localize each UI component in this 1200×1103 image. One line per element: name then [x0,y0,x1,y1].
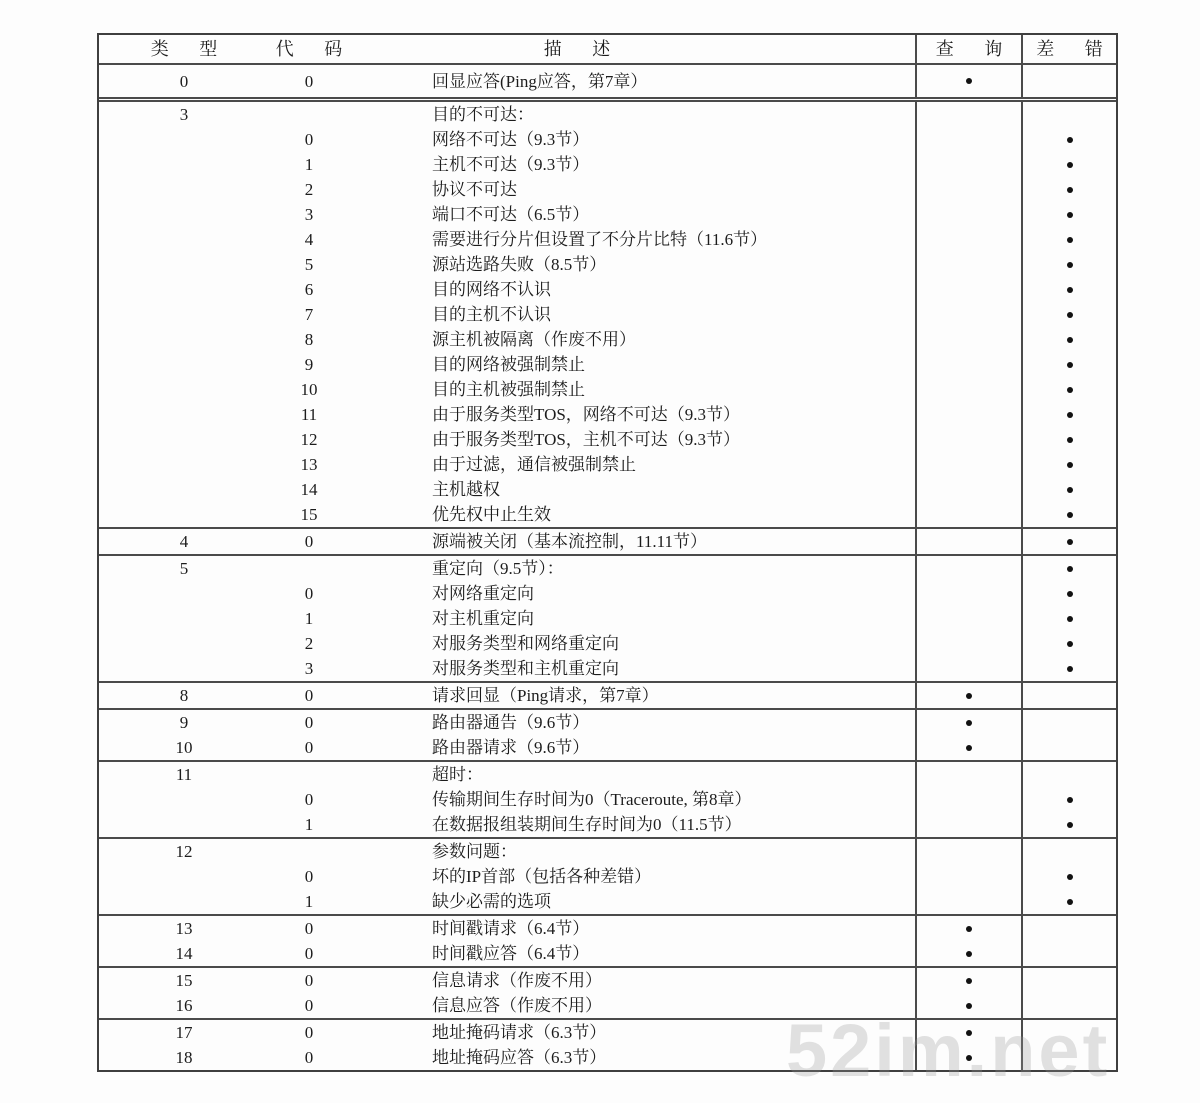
code-cell: 0 [304,713,314,732]
type-cell: 12 [175,842,193,861]
query-mark-cell [915,864,1021,889]
error-dot [1067,616,1073,622]
description-cell: 源站选路失败（8.5节） [432,255,607,274]
query-mark-cell [915,993,1021,1018]
type-cell: 8 [179,686,189,705]
table-group [99,1018,1116,1070]
table-row [99,864,1116,889]
description-cell: 路由器请求（9.6节） [432,738,590,757]
table-group [99,914,1116,966]
table-row [99,529,1116,554]
query-mark-cell [915,152,1021,177]
error-dot [1067,874,1073,880]
query-mark-cell [915,762,1021,787]
table-row [99,812,1116,837]
description-cell: 优先权中止生效 [432,505,551,524]
error-mark-cell [1021,227,1116,252]
query-mark-cell [915,377,1021,402]
code-cell: 13 [300,455,318,474]
table-row [99,710,1116,735]
error-mark-cell [1021,427,1116,452]
description-cell: 超时： [432,765,483,784]
error-mark-cell [1021,787,1116,812]
error-mark-cell [1021,529,1116,554]
description-cell: 传输期间生存时间为0（Traceroute, 第8章） [432,790,752,809]
table-row [99,762,1116,787]
error-mark-cell [1021,477,1116,502]
table-row [99,377,1116,402]
type-cell: 3 [179,105,189,124]
column-header-query: 查 询 [915,35,1021,63]
code-cell: 2 [304,180,314,199]
table-row [99,427,1116,452]
error-mark-cell [1021,502,1116,527]
query-mark-cell [915,127,1021,152]
table-row [99,1045,1116,1070]
error-mark-cell [1021,177,1116,202]
query-dot [966,78,972,84]
error-dot [1067,412,1073,418]
query-dot [966,720,972,726]
query-mark-cell [915,606,1021,631]
query-mark-cell [915,710,1021,735]
type-cell: 15 [175,971,193,990]
error-mark-cell [1021,581,1116,606]
table-group [99,966,1116,1018]
table-row [99,252,1116,277]
description-cell: 端口不可达（6.5节） [432,205,590,224]
type-cell: 11 [175,765,193,784]
description-cell: 请求回显（Ping请求，第7章） [432,686,659,705]
table-group [99,554,1116,681]
table-row [99,735,1116,760]
table-row [99,152,1116,177]
table-row [99,556,1116,581]
query-mark-cell [915,402,1021,427]
type-cell: 4 [179,532,189,551]
error-mark-cell [1021,941,1116,966]
error-dot [1067,822,1073,828]
error-mark-cell [1021,252,1116,277]
description-cell: 由于过滤，通信被强制禁止 [432,455,636,474]
type-cell: 13 [175,919,193,938]
description-cell: 对网络重定向 [432,584,534,603]
code-cell: 4 [304,230,314,249]
description-cell: 对服务类型和网络重定向 [432,634,619,653]
error-mark-cell [1021,127,1116,152]
error-mark-cell [1021,202,1116,227]
error-dot [1067,666,1073,672]
error-dot [1067,187,1073,193]
error-dot [1067,591,1073,597]
description-cell: 主机不可达（9.3节） [432,155,590,174]
query-mark-cell [915,812,1021,837]
query-dot [966,745,972,751]
table-group [99,97,1116,527]
table-row [99,327,1116,352]
code-cell: 0 [304,790,314,809]
query-dot [966,1030,972,1036]
table-group [99,63,1116,97]
type-cell: 17 [175,1023,193,1042]
query-mark-cell [915,735,1021,760]
error-mark-cell [1021,377,1116,402]
table-row [99,656,1116,681]
error-dot [1067,487,1073,493]
table-row [99,889,1116,914]
description-cell: 坏的IP首部（包括各种差错） [432,867,652,886]
code-cell: 0 [304,686,314,705]
error-dot [1067,899,1073,905]
query-mark-cell [915,556,1021,581]
watermark: 52im.net [786,1009,1111,1092]
error-mark-cell [1021,812,1116,837]
error-mark-cell [1021,710,1116,735]
description-cell: 源端被关闭（基本流控制，11.11节） [432,532,707,551]
code-cell: 15 [300,505,318,524]
query-mark-cell [915,889,1021,914]
error-mark-cell [1021,65,1116,97]
error-dot [1067,641,1073,647]
error-mark-cell [1021,968,1116,993]
error-dot [1067,212,1073,218]
description-cell: 对服务类型和主机重定向 [432,659,619,678]
query-mark-cell [915,302,1021,327]
query-mark-cell [915,1045,1021,1070]
code-cell: 0 [304,584,314,603]
query-mark-cell [915,477,1021,502]
code-cell: 3 [304,205,314,224]
error-dot [1067,287,1073,293]
column-header-error: 差 错 [1021,35,1116,63]
code-cell: 10 [300,380,318,399]
query-dot [966,693,972,699]
code-cell: 5 [304,255,314,274]
query-mark-cell [915,227,1021,252]
query-mark-cell [915,252,1021,277]
description-cell: 回显应答(Ping应答，第7章） [432,71,648,91]
query-mark-cell [915,839,1021,864]
error-dot [1067,462,1073,468]
code-cell: 0 [304,71,314,91]
description-cell: 需要进行分片但设置了不分片比特（11.6节） [432,230,768,249]
error-mark-cell [1021,631,1116,656]
query-mark-cell [915,327,1021,352]
table-group [99,681,1116,708]
description-cell: 由于服务类型TOS，主机不可达（9.3节） [432,430,741,449]
table-row [99,477,1116,502]
query-mark-cell [915,787,1021,812]
description-cell: 目的网络不认识 [432,280,551,299]
error-dot [1067,137,1073,143]
query-mark-cell [915,1020,1021,1045]
table-row [99,916,1116,941]
code-cell: 14 [300,480,318,499]
description-cell: 信息请求（作废不用） [432,971,602,990]
query-mark-cell [915,968,1021,993]
description-cell: 信息应答（作废不用） [432,996,602,1015]
table-row [99,968,1116,993]
error-mark-cell [1021,102,1116,127]
description-cell: 时间戳应答（6.4节） [432,944,590,963]
error-dot [1067,539,1073,545]
error-mark-cell [1021,916,1116,941]
error-mark-cell [1021,839,1116,864]
query-dot [966,1003,972,1009]
table-row [99,1020,1116,1045]
error-dot [1067,162,1073,168]
table-row [99,277,1116,302]
error-mark-cell [1021,327,1116,352]
table-row [99,606,1116,631]
description-cell: 网络不可达（9.3节） [432,130,590,149]
error-mark-cell [1021,277,1116,302]
query-mark-cell [915,102,1021,127]
error-mark-cell [1021,683,1116,708]
error-mark-cell [1021,152,1116,177]
description-cell: 缺少必需的选项 [432,892,551,911]
query-mark-cell [915,916,1021,941]
error-dot [1067,797,1073,803]
description-cell: 在数据报组装期间生存时间为0（11.5节） [432,815,742,834]
query-mark-cell [915,452,1021,477]
error-mark-cell [1021,606,1116,631]
code-cell: 0 [304,944,314,963]
error-mark-cell [1021,1045,1116,1070]
code-cell: 8 [304,330,314,349]
table-row [99,352,1116,377]
code-cell: 9 [304,355,314,374]
table-group [99,527,1116,554]
error-mark-cell [1021,352,1116,377]
table-row [99,65,1116,97]
code-cell: 7 [304,305,314,324]
query-mark-cell [915,277,1021,302]
code-cell: 0 [304,919,314,938]
error-dot [1067,262,1073,268]
query-mark-cell [915,683,1021,708]
query-mark-cell [915,177,1021,202]
error-dot [1067,362,1073,368]
table-row [99,787,1116,812]
description-cell: 时间戳请求（6.4节） [432,919,590,938]
query-mark-cell [915,631,1021,656]
error-mark-cell [1021,302,1116,327]
code-cell: 0 [304,532,314,551]
description-cell: 协议不可达 [432,180,517,199]
description-cell: 主机越权 [432,480,500,499]
code-cell: 0 [304,996,314,1015]
code-cell: 2 [304,634,314,653]
description-cell: 重定向（9.5节）： [432,559,564,578]
error-mark-cell [1021,452,1116,477]
code-cell: 0 [304,738,314,757]
query-dot [966,1055,972,1061]
error-dot [1067,437,1073,443]
query-mark-cell [915,202,1021,227]
description-cell: 路由器通告（9.6节） [432,713,590,732]
query-mark-cell [915,65,1021,97]
table-row [99,993,1116,1018]
type-cell: 0 [179,71,189,91]
code-cell: 11 [300,405,318,424]
description-cell: 目的主机被强制禁止 [432,380,585,399]
error-mark-cell [1021,1020,1116,1045]
table-row [99,177,1116,202]
type-cell: 14 [175,944,193,963]
code-cell: 0 [304,867,314,886]
error-mark-cell [1021,656,1116,681]
error-mark-cell [1021,402,1116,427]
code-cell: 0 [304,1023,314,1042]
error-mark-cell [1021,864,1116,889]
table-row [99,227,1116,252]
query-mark-cell [915,502,1021,527]
table-row [99,302,1116,327]
type-cell: 5 [179,559,189,578]
code-cell: 1 [304,609,314,628]
description-cell: 源主机被隔离（作废不用） [432,330,636,349]
description-cell: 对主机重定向 [432,609,534,628]
table-row [99,402,1116,427]
description-cell: 目的网络被强制禁止 [432,355,585,374]
error-mark-cell [1021,889,1116,914]
query-dot [966,951,972,957]
table-row [99,839,1116,864]
error-mark-cell [1021,735,1116,760]
description-cell: 地址掩码应答（6.3节） [432,1048,607,1067]
type-cell: 10 [175,738,193,757]
query-mark-cell [915,352,1021,377]
error-dot [1067,566,1073,572]
table-header-row [99,35,1116,63]
query-mark-cell [915,529,1021,554]
code-cell: 3 [304,659,314,678]
query-dot [966,978,972,984]
error-dot [1067,387,1073,393]
error-mark-cell [1021,556,1116,581]
description-cell: 地址掩码请求（6.3节） [432,1023,607,1042]
error-dot [1067,337,1073,343]
table-row [99,452,1116,477]
table-row [99,941,1116,966]
error-mark-cell [1021,993,1116,1018]
table-row [99,683,1116,708]
code-cell: 6 [304,280,314,299]
code-cell: 1 [304,815,314,834]
description-cell: 由于服务类型TOS，网络不可达（9.3节） [432,405,741,424]
query-mark-cell [915,427,1021,452]
table-group [99,708,1116,760]
error-dot [1067,312,1073,318]
type-cell: 16 [175,996,193,1015]
column-header-type: 类 型 [150,39,218,59]
code-cell: 1 [304,155,314,174]
code-cell: 0 [304,971,314,990]
table-group [99,837,1116,914]
type-cell: 9 [179,713,189,732]
code-cell: 0 [304,130,314,149]
table-body [99,63,1116,1070]
description-cell: 目的不可达： [432,105,534,124]
query-mark-cell [915,656,1021,681]
error-mark-cell [1021,762,1116,787]
code-cell: 0 [304,1048,314,1067]
table-row [99,502,1116,527]
column-header-code: 代 码 [275,39,343,59]
table-row [99,127,1116,152]
query-mark-cell [915,581,1021,606]
table-row [99,581,1116,606]
table-row [99,202,1116,227]
table-group [99,760,1116,837]
table-row [99,631,1116,656]
query-dot [966,926,972,932]
error-dot [1067,512,1073,518]
description-cell: 参数问题： [432,842,517,861]
query-mark-cell [915,941,1021,966]
code-cell: 1 [304,892,314,911]
table-row [99,102,1116,127]
type-cell: 18 [175,1048,193,1067]
description-cell: 目的主机不认识 [432,305,551,324]
code-cell: 12 [300,430,318,449]
column-header-description: 描 述 [543,39,611,59]
error-dot [1067,237,1073,243]
icmp-message-types-table [97,33,1118,1072]
